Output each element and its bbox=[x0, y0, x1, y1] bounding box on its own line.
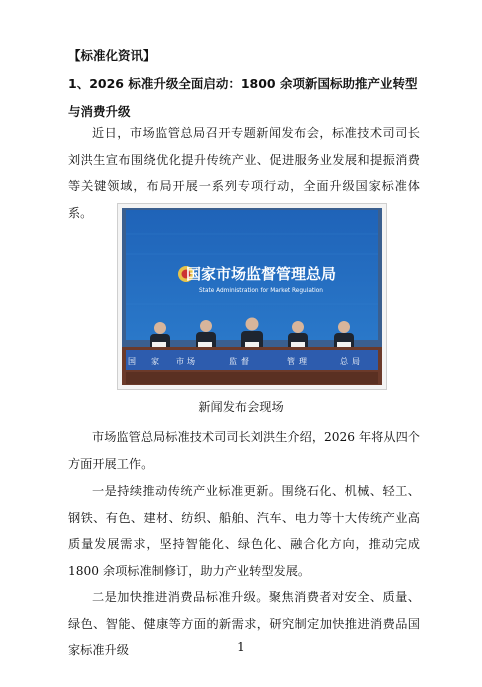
press-conference-illustration bbox=[118, 204, 386, 389]
backdrop-title-en: State Administration for Market Regulation bbox=[199, 288, 323, 294]
section-title: 【标准化资讯】 bbox=[68, 48, 156, 63]
svg-text:国: 国 bbox=[128, 357, 136, 366]
article-headline: 1、2026 标准升级全面启动：1800 余项新国标助推产业转型与消费升级 bbox=[68, 76, 418, 119]
backdrop-title-cn: 国家市场监督管理总局 bbox=[185, 265, 337, 283]
svg-text:监: 监 bbox=[229, 357, 237, 366]
photo-caption: 新闻发布会现场 bbox=[198, 400, 284, 414]
svg-text:总: 总 bbox=[340, 357, 348, 366]
body-paragraph: 一是持续推动传统产业标准更新。围绕石化、机械、轻工、钢铁、有色、建材、纺织、船舶、汽车、电力等十大传统产业高质量发展需求，坚持智能化、绿色化、融合化方向，推动完成 1800 余项标准制修订，助力产业转型发展。 bbox=[68, 484, 420, 578]
page-number: 1 bbox=[237, 640, 245, 654]
svg-text:家: 家 bbox=[151, 357, 159, 366]
press-conference-photo bbox=[117, 203, 387, 390]
body-paragraph: 市场监管总局标准技术司司长刘洪生介绍，2026 年将从四个方面开展工作。 bbox=[68, 430, 420, 471]
intro-paragraph: 近日，市场监管总局召开专题新闻发布会，标准技术司司长刘洪生宣布围绕优化提升传统产业、促进服务业发展和提振消费等关键领域，布局开展一系列专项行动，全面升级国家标准体系。 bbox=[68, 126, 420, 220]
svg-text:管: 管 bbox=[287, 357, 295, 366]
svg-text:市: 市 bbox=[176, 357, 184, 366]
svg-text:理: 理 bbox=[299, 357, 307, 366]
svg-text:场: 场 bbox=[187, 357, 195, 366]
svg-text:督: 督 bbox=[241, 357, 249, 366]
body-paragraph: 二是加快推进消费品标准升级。聚焦消费者对安全、质量、绿色、智能、健康等方面的新需求，研究制定加快推进消费品国家标准升级 bbox=[68, 590, 420, 657]
svg-text:局: 局 bbox=[352, 357, 360, 366]
